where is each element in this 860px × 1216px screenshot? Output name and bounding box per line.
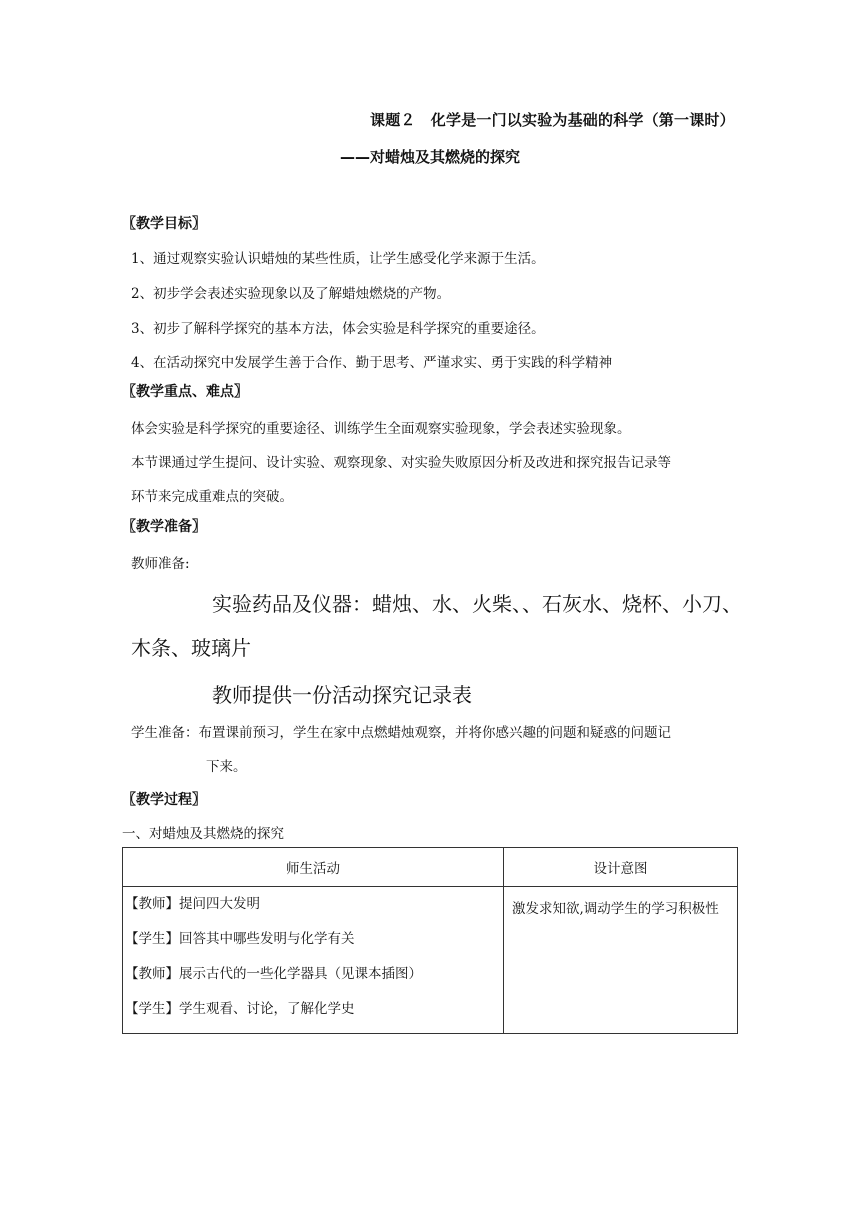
table-header-row <box>123 848 738 887</box>
lesson-title: 课题２ 化学是一门以实验为基础的科学（第一课时） <box>370 111 735 129</box>
student-prep-line-1: 学生准备：布置课前预习，学生在家中点燃蜡烛观察，并将你感兴趣的问题和疑惑的问题记 <box>131 725 671 741</box>
objective-item-3: 3、初步了解科学探究的基本方法，体会实验是科学探究的重要途径。 <box>131 321 545 337</box>
activity-line-3: 【教师】展示古代的一些化学器具（见课本插图） <box>125 966 422 982</box>
header-activities: 师生活动 <box>123 848 504 887</box>
lesson-subtitle: ——对蜡烛及其燃烧的探究 <box>340 148 521 166</box>
teacher-prep-label: 教师准备: <box>131 556 190 572</box>
activity-line-2: 【学生】回答其中哪些发明与化学有关 <box>125 931 355 947</box>
header-purpose: 设计意图 <box>504 848 738 887</box>
student-prep-line-2: 下来。 <box>206 759 247 775</box>
activity-table <box>122 847 738 1034</box>
purpose-cell: 激发求知欲,调动学生的学习积极性 <box>504 887 738 1034</box>
activities-cell <box>123 887 504 1034</box>
activity-line-4: 【学生】学生观看、讨论，了解化学史 <box>125 1001 355 1017</box>
activity-line-1: 【教师】提问四大发明 <box>125 896 260 912</box>
materials-line-1: 实验药品及仪器：蜡烛、水、火柴、、石灰水、烧杯、小刀、 <box>212 592 742 616</box>
preparation-heading: 〖教学准备〗 <box>122 519 206 535</box>
process-heading: 〖教学过程〗 <box>122 792 206 808</box>
key-points-line-2a: 本节课通过学生提问、设计实验、观察现象、对实验失败原因分析及改进和探究报告记录等 <box>131 455 671 471</box>
objective-item-2: 2、初步学会表述实验现象以及了解蜡烛燃烧的产物。 <box>131 286 451 302</box>
objective-item-1: 1、通过观察实验认识蜡烛的某些性质，让学生感受化学来源于生活。 <box>131 251 545 267</box>
key-points-line-1: 体会实验是科学探究的重要途径、训练学生全面观察实验现象，学会表述实验现象。 <box>131 421 631 437</box>
objectives-heading: 〖教学目标〗 <box>122 216 206 232</box>
record-sheet-line: 教师提供一份活动探究记录表 <box>212 683 472 707</box>
materials-line-2: 木条、玻璃片 <box>131 636 251 660</box>
key-points-heading: 〖教学重点、难点〗 <box>122 384 248 400</box>
key-points-line-2b: 环节来完成重难点的突破。 <box>131 489 293 505</box>
objective-item-4: 4、在活动探究中发展学生善于合作、勤于思考、严谨求实、勇于实践的科学精神 <box>131 355 613 371</box>
process-section-title: 一、对蜡烛及其燃烧的探究 <box>122 826 284 842</box>
table-row <box>123 887 738 1034</box>
